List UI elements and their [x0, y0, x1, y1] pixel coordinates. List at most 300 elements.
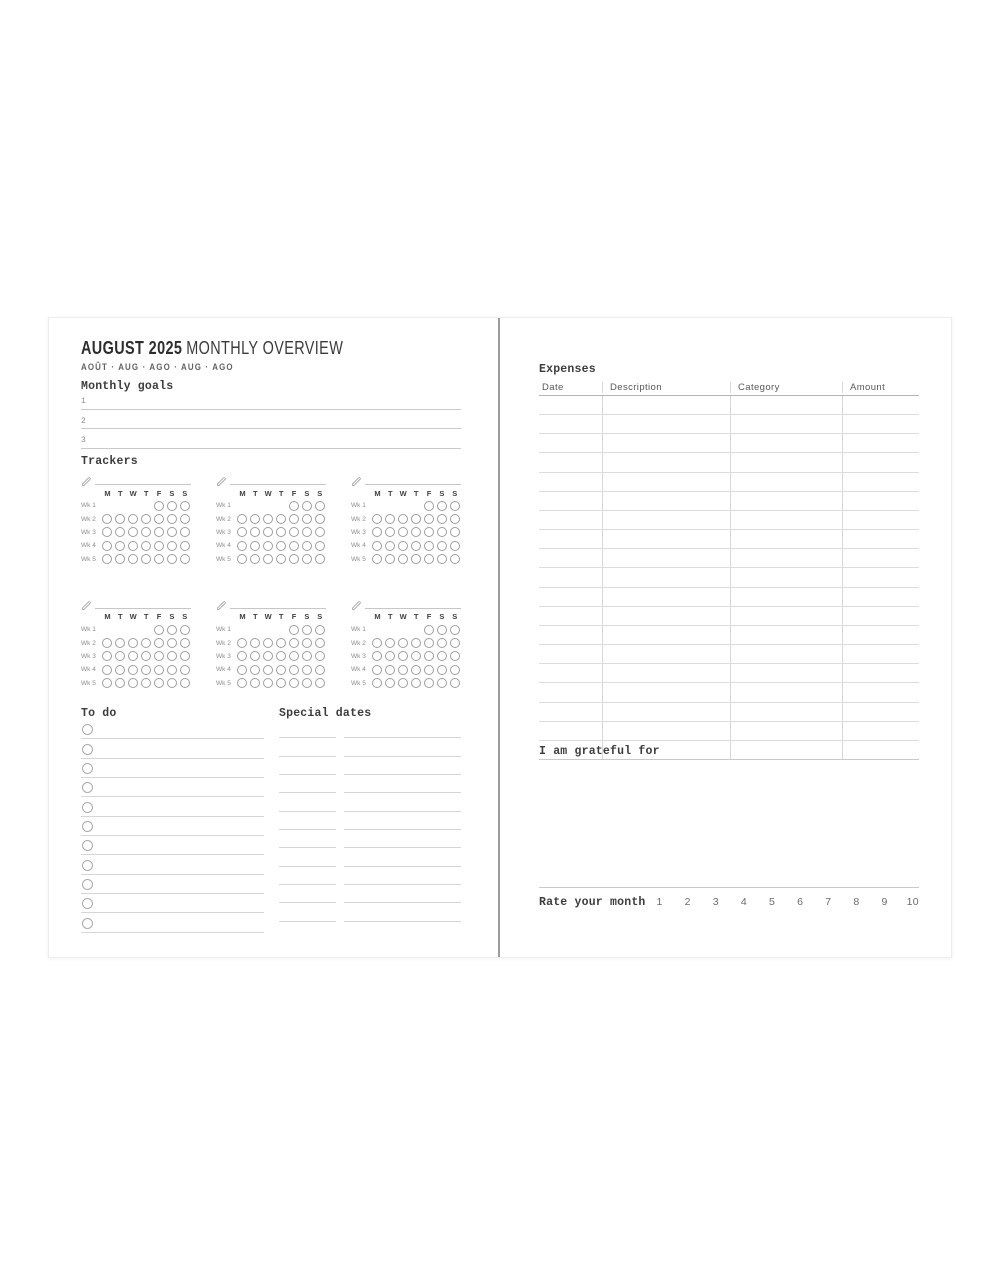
- expense-cell: [730, 434, 842, 452]
- day-circle: [141, 527, 151, 537]
- expense-cell: [602, 683, 730, 701]
- day-circle: [115, 638, 125, 648]
- tracker-week-row: [216, 636, 326, 649]
- todo-row: [81, 720, 264, 739]
- week-label: Wk 3: [81, 652, 96, 660]
- day-circle: [250, 554, 260, 564]
- week-label: Wk 4: [351, 542, 366, 550]
- day-letter: M: [104, 612, 111, 622]
- day-circle: [437, 554, 447, 564]
- special-date-row: [279, 775, 461, 793]
- day-circle: [411, 527, 421, 537]
- day-letter: T: [143, 612, 149, 622]
- day-letter: W: [264, 612, 272, 622]
- day-letter: W: [264, 488, 272, 498]
- column-header-date: Date: [542, 381, 564, 393]
- day-circle: [276, 541, 286, 551]
- expense-cell: [842, 530, 919, 548]
- todo-row: [81, 759, 264, 778]
- expense-row: [539, 434, 919, 453]
- expense-cell: [539, 492, 602, 510]
- tracker-week-row: [351, 636, 461, 649]
- tracker-grids: [81, 471, 461, 690]
- special-date-line: [279, 830, 336, 848]
- page-spine: [498, 318, 500, 957]
- day-circle: [315, 554, 325, 564]
- day-letter: S: [169, 488, 175, 498]
- special-description-line: [344, 903, 461, 921]
- tracker-week-row: [216, 623, 326, 636]
- special-date-line: [279, 867, 336, 885]
- day-circle: [250, 514, 260, 524]
- day-circle: [102, 554, 112, 564]
- tracker-name-line: [230, 595, 326, 609]
- day-circle: [180, 541, 190, 551]
- monthly-goals-label: Monthly goals: [81, 380, 174, 393]
- expense-cell: [539, 511, 602, 529]
- day-circle: [115, 527, 125, 537]
- tracker-week-row: [81, 526, 191, 539]
- expense-cell: [730, 741, 842, 759]
- week-label: Wk 5: [81, 555, 96, 563]
- day-letter: S: [439, 488, 445, 498]
- day-circle: [302, 527, 312, 537]
- todo-checkbox-circle: [82, 879, 93, 890]
- tracker-week-row: [351, 663, 461, 676]
- todo-row: [81, 836, 264, 855]
- todo-row: [81, 875, 264, 894]
- week-label: Wk 5: [351, 679, 366, 687]
- todo-checkbox-circle: [82, 724, 93, 735]
- day-circle: [411, 678, 421, 688]
- expense-row: [539, 683, 919, 702]
- day-circle: [398, 651, 408, 661]
- day-circle: [315, 651, 325, 661]
- special-description-line: [344, 793, 461, 811]
- week-label: Wk 4: [81, 666, 96, 674]
- day-circle: [102, 541, 112, 551]
- todo-checkbox-circle: [82, 918, 93, 929]
- rate-number: 9: [881, 896, 888, 908]
- day-circle: [263, 541, 273, 551]
- expense-cell: [730, 530, 842, 548]
- tracker-name-row: [216, 595, 326, 609]
- tracker-grid: [351, 595, 461, 690]
- day-circle: [167, 665, 177, 675]
- day-letter: S: [182, 488, 188, 498]
- expense-cell: [730, 664, 842, 682]
- day-circle: [302, 665, 312, 675]
- day-circle: [385, 527, 395, 537]
- expense-cell: [730, 568, 842, 586]
- week-label: Wk 2: [81, 639, 96, 647]
- day-circle: [437, 678, 447, 688]
- day-circle: [437, 665, 447, 675]
- rate-scale: [654, 896, 919, 908]
- trackers-label: Trackers: [81, 455, 138, 468]
- week-label: Wk 1: [216, 626, 231, 634]
- day-circle: [167, 527, 177, 537]
- expense-cell: [539, 683, 602, 701]
- pencil-icon: [351, 474, 362, 485]
- day-circle: [141, 651, 151, 661]
- day-circle: [289, 527, 299, 537]
- tracker-week-row: [81, 499, 191, 512]
- week-label: Wk 4: [216, 542, 231, 550]
- day-circle: [437, 638, 447, 648]
- day-circle: [263, 554, 273, 564]
- tracker-name-line: [95, 471, 191, 485]
- week-label: Wk 5: [216, 679, 231, 687]
- column-header-description: Description: [602, 382, 730, 393]
- expense-cell: [602, 492, 730, 510]
- week-label: Wk 4: [351, 666, 366, 674]
- day-circle: [250, 665, 260, 675]
- expense-cell: [730, 703, 842, 721]
- day-circle: [385, 554, 395, 564]
- tracker-name-line: [95, 595, 191, 609]
- day-circle: [167, 554, 177, 564]
- expense-cell: [730, 607, 842, 625]
- expense-cell: [539, 396, 602, 414]
- day-circle: [372, 541, 382, 551]
- expense-cell: [842, 453, 919, 471]
- day-circle: [115, 651, 125, 661]
- day-letter: T: [278, 488, 284, 498]
- todo-checkbox-circle: [82, 860, 93, 871]
- day-circle: [141, 678, 151, 688]
- day-letter: S: [452, 488, 458, 498]
- day-circle: [289, 638, 299, 648]
- page-title: [81, 339, 343, 357]
- day-letter: F: [156, 488, 162, 498]
- day-circle: [289, 678, 299, 688]
- day-circle: [411, 514, 421, 524]
- grateful-label: I am grateful for: [539, 745, 660, 758]
- day-circle: [385, 665, 395, 675]
- expense-cell: [730, 492, 842, 510]
- special-date-row: [279, 903, 461, 921]
- day-circle: [437, 501, 447, 511]
- special-date-line: [279, 885, 336, 903]
- todo-checkbox-circle: [82, 821, 93, 832]
- week-label: Wk 3: [216, 528, 231, 536]
- week-label: Wk 3: [81, 528, 96, 536]
- todo-list: [81, 720, 264, 933]
- monthly-goals-lines: [81, 390, 461, 449]
- day-letter: S: [452, 612, 458, 622]
- expense-row: [539, 626, 919, 645]
- week-label: Wk 1: [216, 502, 231, 510]
- expense-cell: [602, 473, 730, 491]
- day-letter: T: [413, 612, 419, 622]
- day-circle: [167, 638, 177, 648]
- todo-row: [81, 817, 264, 836]
- day-circle: [102, 638, 112, 648]
- expense-row: [539, 607, 919, 626]
- day-circle: [128, 514, 138, 524]
- day-circle: [398, 678, 408, 688]
- day-circle: [141, 514, 151, 524]
- tracker-name-line: [365, 471, 461, 485]
- tracker-day-header: [81, 611, 191, 623]
- day-letter: F: [426, 612, 432, 622]
- week-label: Wk 2: [216, 515, 231, 523]
- special-date-line: [279, 848, 336, 866]
- day-circle: [398, 541, 408, 551]
- rate-number: 10: [906, 896, 919, 908]
- day-circle: [250, 527, 260, 537]
- week-label: Wk 1: [351, 502, 366, 510]
- tracker-day-header: [216, 487, 326, 499]
- week-label: Wk 5: [216, 555, 231, 563]
- week-label: Wk 2: [81, 515, 96, 523]
- day-circle: [128, 638, 138, 648]
- tracker-day-header: [81, 487, 191, 499]
- expense-cell: [602, 664, 730, 682]
- day-circle: [450, 501, 460, 511]
- todo-label: To do: [81, 707, 117, 720]
- day-circle: [398, 665, 408, 675]
- day-letter: F: [426, 488, 432, 498]
- expense-cell: [602, 568, 730, 586]
- day-letter: M: [374, 612, 381, 622]
- expense-cell: [602, 434, 730, 452]
- day-circle: [289, 651, 299, 661]
- rate-number: 6: [797, 896, 804, 908]
- todo-row: [81, 855, 264, 874]
- expense-row: [539, 473, 919, 492]
- day-circle: [154, 625, 164, 635]
- day-circle: [154, 527, 164, 537]
- expense-row: [539, 415, 919, 434]
- day-circle: [424, 501, 434, 511]
- day-circle: [102, 651, 112, 661]
- week-label: Wk 2: [351, 515, 366, 523]
- expense-cell: [602, 511, 730, 529]
- day-circle: [372, 651, 382, 661]
- expense-row: [539, 453, 919, 472]
- day-letter: T: [388, 488, 393, 498]
- tracker-week-row: [216, 526, 326, 539]
- day-circle: [289, 665, 299, 675]
- expense-cell: [539, 549, 602, 567]
- special-date-line: [279, 738, 336, 756]
- rate-your-month-row: [539, 887, 919, 909]
- day-circle: [263, 527, 273, 537]
- day-circle: [411, 665, 421, 675]
- day-circle: [154, 665, 164, 675]
- day-letter: S: [304, 488, 310, 498]
- tracker-week-row: [216, 663, 326, 676]
- day-circle: [141, 554, 151, 564]
- expense-cell: [842, 607, 919, 625]
- day-circle: [263, 678, 273, 688]
- day-circle: [167, 678, 177, 688]
- day-circle: [276, 554, 286, 564]
- expense-cell: [602, 588, 730, 606]
- day-circle: [276, 665, 286, 675]
- day-circle: [372, 638, 382, 648]
- special-date-line: [279, 757, 336, 775]
- tracker-week-row: [81, 512, 191, 525]
- tracker-week-row: [81, 663, 191, 676]
- tracker-name-row: [81, 471, 191, 485]
- special-date-row: [279, 757, 461, 775]
- day-circle: [263, 638, 273, 648]
- day-circle: [102, 678, 112, 688]
- tracker-day-header: [351, 487, 461, 499]
- day-circle: [372, 554, 382, 564]
- expense-cell: [539, 415, 602, 433]
- day-circle: [289, 541, 299, 551]
- day-letter: T: [253, 488, 258, 498]
- day-circle: [315, 541, 325, 551]
- expense-cell: [539, 568, 602, 586]
- todo-checkbox-circle: [82, 744, 93, 755]
- expense-row: [539, 664, 919, 683]
- week-label: Wk 4: [216, 666, 231, 674]
- expense-cell: [602, 703, 730, 721]
- expense-cell: [602, 626, 730, 644]
- rate-number: 8: [853, 896, 860, 908]
- day-circle: [315, 527, 325, 537]
- right-page: [501, 318, 952, 957]
- day-circle: [237, 527, 247, 537]
- day-circle: [315, 625, 325, 635]
- special-description-line: [344, 738, 461, 756]
- week-label: Wk 2: [216, 639, 231, 647]
- day-circle: [302, 678, 312, 688]
- day-letter: T: [253, 612, 258, 622]
- day-letter: T: [143, 488, 149, 498]
- day-circle: [398, 527, 408, 537]
- day-circle: [302, 514, 312, 524]
- day-circle: [385, 638, 395, 648]
- expense-row: [539, 549, 919, 568]
- tracker-week-row: [216, 650, 326, 663]
- todo-checkbox-circle: [82, 802, 93, 813]
- day-letter: F: [291, 612, 297, 622]
- day-circle: [115, 541, 125, 551]
- pencil-icon: [351, 598, 362, 609]
- expense-cell: [842, 473, 919, 491]
- expense-row: [539, 703, 919, 722]
- expense-cell: [842, 511, 919, 529]
- day-circle: [302, 651, 312, 661]
- day-letter: M: [239, 488, 246, 498]
- column-header-amount: Amount: [842, 382, 919, 393]
- day-circle: [102, 527, 112, 537]
- week-label: Wk 1: [351, 626, 366, 634]
- tracker-week-row: [351, 499, 461, 512]
- day-letter: M: [239, 612, 246, 622]
- day-circle: [180, 625, 190, 635]
- day-circle: [398, 514, 408, 524]
- special-date-line: [279, 903, 336, 921]
- expense-cell: [539, 703, 602, 721]
- day-circle: [128, 541, 138, 551]
- tracker-grid: [216, 471, 326, 566]
- day-circle: [424, 514, 434, 524]
- day-circle: [450, 678, 460, 688]
- expense-cell: [842, 434, 919, 452]
- day-circle: [302, 541, 312, 551]
- day-circle: [289, 501, 299, 511]
- day-circle: [411, 541, 421, 551]
- expense-cell: [602, 549, 730, 567]
- todo-checkbox-circle: [82, 840, 93, 851]
- pencil-icon: [81, 474, 92, 485]
- day-circle: [180, 527, 190, 537]
- day-letter: W: [129, 612, 137, 622]
- day-circle: [115, 678, 125, 688]
- todo-row: [81, 739, 264, 758]
- day-circle: [115, 554, 125, 564]
- day-circle: [102, 665, 112, 675]
- day-circle: [450, 651, 460, 661]
- expense-cell: [539, 722, 602, 740]
- day-letter: S: [317, 612, 323, 622]
- expense-cell: [730, 645, 842, 663]
- day-letter: S: [304, 612, 310, 622]
- day-circle: [437, 527, 447, 537]
- day-circle: [115, 514, 125, 524]
- todo-checkbox-circle: [82, 763, 93, 774]
- day-circle: [372, 678, 382, 688]
- goal-line: 2: [81, 410, 461, 430]
- rate-number: 5: [768, 896, 776, 908]
- day-circle: [141, 541, 151, 551]
- tracker-week-row: [216, 553, 326, 566]
- multilingual-subtitle: AOÛT · AUG · AGO · AUG · AGO: [81, 362, 234, 372]
- tracker-week-row: [216, 677, 326, 690]
- day-circle: [237, 554, 247, 564]
- day-circle: [167, 501, 177, 511]
- goal-line: 3: [81, 429, 461, 449]
- expense-row: [539, 530, 919, 549]
- expense-row: [539, 396, 919, 415]
- tracker-week-row: [351, 539, 461, 552]
- day-circle: [302, 554, 312, 564]
- day-circle: [424, 651, 434, 661]
- expense-cell: [730, 722, 842, 740]
- day-circle: [237, 678, 247, 688]
- day-circle: [424, 527, 434, 537]
- day-letter: T: [388, 612, 393, 622]
- expenses-header-row: [539, 379, 919, 396]
- day-letter: F: [156, 612, 162, 622]
- pencil-icon: [81, 598, 92, 609]
- special-date-row: [279, 867, 461, 885]
- day-circle: [167, 651, 177, 661]
- day-letter: S: [317, 488, 323, 498]
- day-circle: [437, 514, 447, 524]
- day-circle: [385, 541, 395, 551]
- tracker-week-row: [351, 553, 461, 566]
- day-circle: [263, 514, 273, 524]
- tracker-week-row: [81, 539, 191, 552]
- week-label: Wk 3: [351, 652, 366, 660]
- column-header-category: Category: [730, 382, 842, 393]
- special-date-line: [279, 793, 336, 811]
- day-circle: [302, 625, 312, 635]
- title-month-year: AUGUST 2025: [81, 337, 183, 358]
- expense-cell: [539, 453, 602, 471]
- week-label: Wk 5: [351, 555, 366, 563]
- expense-cell: [730, 473, 842, 491]
- tracker-week-row: [351, 623, 461, 636]
